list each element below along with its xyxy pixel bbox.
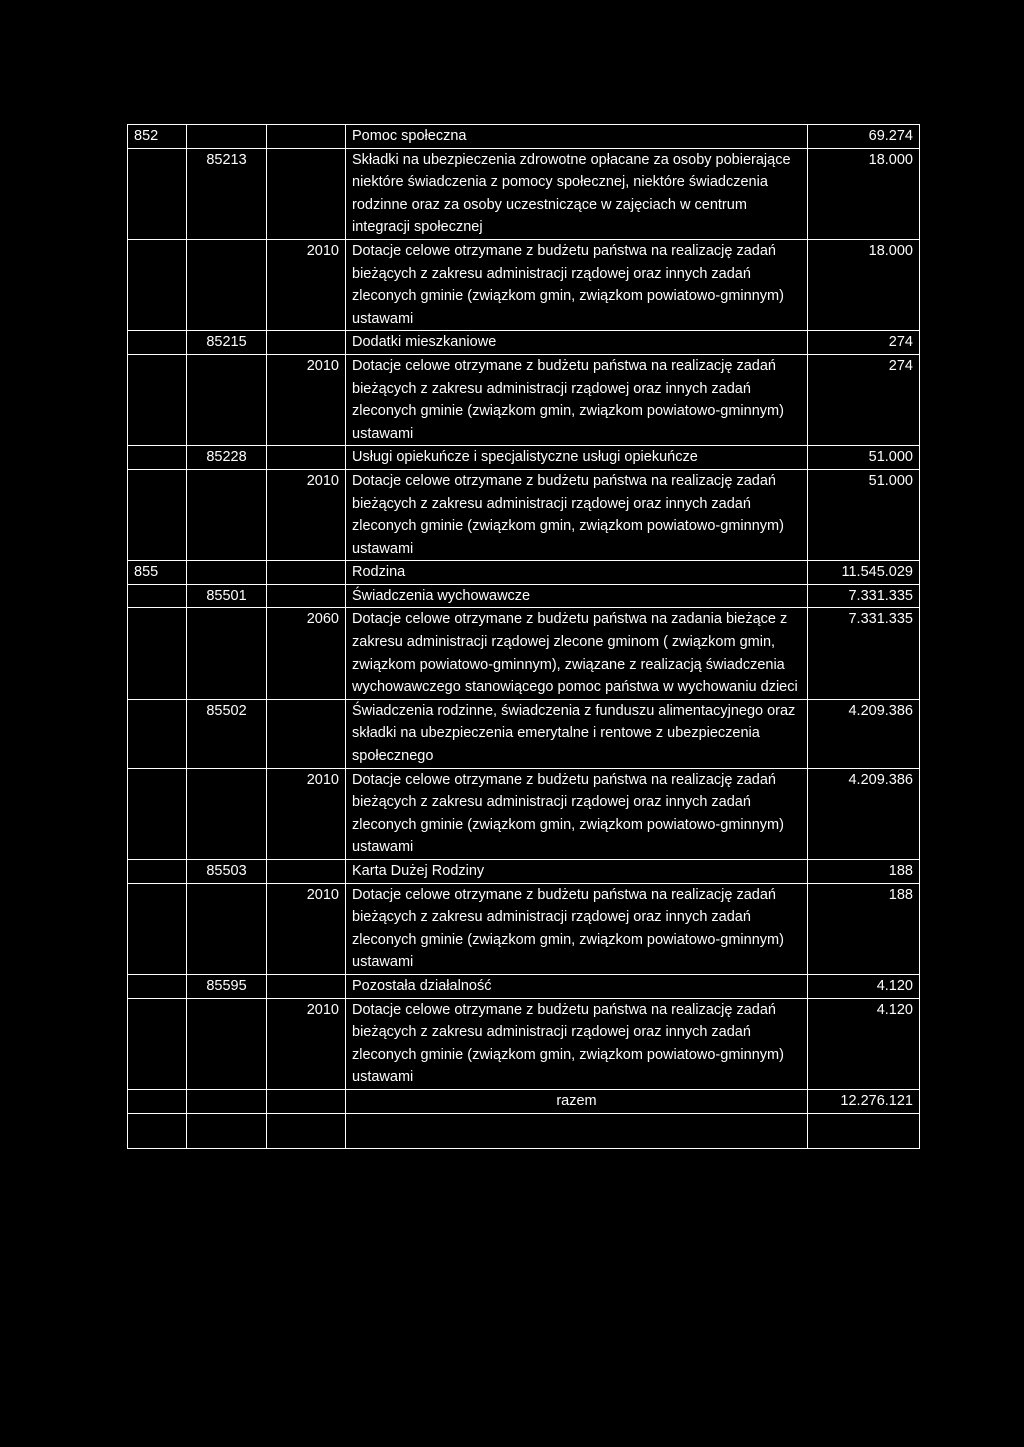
- paragraf-cell: 2010: [267, 998, 346, 1089]
- paragraf-cell: [267, 331, 346, 355]
- budget-table: [127, 124, 920, 1149]
- description-cell: Świadczenia wychowawcze: [346, 584, 808, 608]
- total-row: [128, 1089, 920, 1113]
- table-row: [128, 768, 920, 859]
- table-row: [128, 561, 920, 585]
- budget-table-footer: [128, 1089, 920, 1148]
- rozdzial-cell: [187, 608, 267, 699]
- paragraf-cell: [267, 584, 346, 608]
- table-row: [128, 148, 920, 239]
- rozdzial-cell: 85215: [187, 331, 267, 355]
- paragraf-cell: 2060: [267, 608, 346, 699]
- description-cell: Dotacje celowe otrzymane z budżetu państwa na realizację zadań bieżących z zakresu administracji rządowej oraz innych zadań zleconych gminie (związkom gmin, związkom powiatowo-gminnym) ustawami: [346, 354, 808, 445]
- amount-cell: 69.274: [808, 125, 920, 149]
- table-row: [128, 446, 920, 470]
- dzial-cell: [128, 331, 187, 355]
- rozdzial-cell: 85595: [187, 974, 267, 998]
- amount-cell: 274: [808, 354, 920, 445]
- dzial-cell: [128, 860, 187, 884]
- paragraf-cell: 2010: [267, 354, 346, 445]
- description-cell: Rodzina: [346, 561, 808, 585]
- amount-cell: 4.120: [808, 998, 920, 1089]
- description-cell: Dotacje celowe otrzymane z budżetu państwa na realizację zadań bieżących z zakresu administracji rządowej oraz innych zadań zleconych gminie (związkom gmin, związkom powiatowo-gminnym) ustawami: [346, 883, 808, 974]
- table-row: [128, 860, 920, 884]
- description-cell: Dotacje celowe otrzymane z budżetu państwa na zadania bieżące z zakresu administracji rządowej zlecone gminom ( związkom gmin, związkom powiatowo-gminnym), związane z realizacją świadczenia wychowawczego stanowiącego pomoc państwa w wychowaniu dzieci: [346, 608, 808, 699]
- dzial-cell: [128, 608, 187, 699]
- rozdzial-cell: [187, 125, 267, 149]
- table-row: [128, 331, 920, 355]
- rozdzial-cell: [187, 998, 267, 1089]
- total-rz-cell: [187, 1089, 267, 1113]
- dzial-cell: [128, 584, 187, 608]
- dzial-cell: 855: [128, 561, 187, 585]
- blank-cell: [128, 1113, 187, 1148]
- rozdzial-cell: 85213: [187, 148, 267, 239]
- amount-cell: 4.120: [808, 974, 920, 998]
- amount-cell: 188: [808, 883, 920, 974]
- dzial-cell: [128, 974, 187, 998]
- amount-cell: 4.209.386: [808, 699, 920, 768]
- dzial-cell: [128, 354, 187, 445]
- description-cell: Dotacje celowe otrzymane z budżetu państwa na realizację zadań bieżących z zakresu administracji rządowej oraz innych zadań zleconych gminie (związkom gmin, związkom powiatowo-gminnym) ustawami: [346, 998, 808, 1089]
- table-row: [128, 125, 920, 149]
- amount-cell: 18.000: [808, 148, 920, 239]
- rozdzial-cell: [187, 883, 267, 974]
- rozdzial-cell: 85228: [187, 446, 267, 470]
- table-row: [128, 354, 920, 445]
- budget-document: [127, 124, 919, 1149]
- total-amount: 12.276.121: [808, 1089, 920, 1113]
- dzial-cell: 852: [128, 125, 187, 149]
- amount-cell: 188: [808, 860, 920, 884]
- description-cell: Dodatki mieszkaniowe: [346, 331, 808, 355]
- rozdzial-cell: [187, 354, 267, 445]
- paragraf-cell: [267, 446, 346, 470]
- amount-cell: 11.545.029: [808, 561, 920, 585]
- table-row: [128, 469, 920, 560]
- amount-cell: 51.000: [808, 469, 920, 560]
- rozdzial-cell: [187, 239, 267, 330]
- dzial-cell: [128, 446, 187, 470]
- table-row: [128, 883, 920, 974]
- table-row: [128, 239, 920, 330]
- table-row: [128, 608, 920, 699]
- description-cell: Dotacje celowe otrzymane z budżetu państwa na realizację zadań bieżących z zakresu administracji rządowej oraz innych zadań zleconych gminie (związkom gmin, związkom powiatowo-gminnym) ustawami: [346, 469, 808, 560]
- paragraf-cell: 2010: [267, 768, 346, 859]
- table-row: [128, 699, 920, 768]
- description-cell: Pomoc społeczna: [346, 125, 808, 149]
- paragraf-cell: [267, 974, 346, 998]
- dzial-cell: [128, 148, 187, 239]
- dzial-cell: [128, 469, 187, 560]
- amount-cell: 51.000: [808, 446, 920, 470]
- description-cell: Składki na ubezpieczenia zdrowotne opłacane za osoby pobierające niektóre świadczenia z pomocy społecznej, niektóre świadczenia rodzinne oraz za osoby uczestniczące w zajęciach w centrum integracji społecznej: [346, 148, 808, 239]
- dzial-cell: [128, 883, 187, 974]
- description-cell: Dotacje celowe otrzymane z budżetu państwa na realizację zadań bieżących z zakresu administracji rządowej oraz innych zadań zleconych gminie (związkom gmin, związkom powiatowo-gminnym) ustawami: [346, 768, 808, 859]
- description-cell: Usługi opiekuńcze i specjalistyczne usługi opiekuńcze: [346, 446, 808, 470]
- total-dz-cell: [128, 1089, 187, 1113]
- rozdzial-cell: [187, 469, 267, 560]
- paragraf-cell: 2010: [267, 883, 346, 974]
- paragraf-cell: 2010: [267, 469, 346, 560]
- blank-cell: [346, 1113, 808, 1148]
- rozdzial-cell: 85501: [187, 584, 267, 608]
- paragraf-cell: [267, 148, 346, 239]
- paragraf-cell: [267, 699, 346, 768]
- paragraf-cell: [267, 125, 346, 149]
- rozdzial-cell: [187, 768, 267, 859]
- rozdzial-cell: 85502: [187, 699, 267, 768]
- budget-table-body: [128, 125, 920, 1090]
- amount-cell: 7.331.335: [808, 584, 920, 608]
- amount-cell: 274: [808, 331, 920, 355]
- dzial-cell: [128, 998, 187, 1089]
- blank-cell: [808, 1113, 920, 1148]
- description-cell: Karta Dużej Rodziny: [346, 860, 808, 884]
- blank-cell: [187, 1113, 267, 1148]
- total-label: razem: [346, 1089, 808, 1113]
- paragraf-cell: [267, 561, 346, 585]
- blank-cell: [267, 1113, 346, 1148]
- paragraf-cell: [267, 860, 346, 884]
- dzial-cell: [128, 239, 187, 330]
- description-cell: Świadczenia rodzinne, świadczenia z funduszu alimentacyjnego oraz składki na ubezpieczenia emerytalne i rentowe z ubezpieczenia społecznego: [346, 699, 808, 768]
- description-cell: Pozostała działalność: [346, 974, 808, 998]
- paragraf-cell: 2010: [267, 239, 346, 330]
- dzial-cell: [128, 768, 187, 859]
- table-row: [128, 974, 920, 998]
- amount-cell: 4.209.386: [808, 768, 920, 859]
- blank-row: [128, 1113, 920, 1148]
- rozdzial-cell: 85503: [187, 860, 267, 884]
- table-row: [128, 584, 920, 608]
- description-cell: Dotacje celowe otrzymane z budżetu państwa na realizację zadań bieżących z zakresu administracji rządowej oraz innych zadań zleconych gminie (związkom gmin, związkom powiatowo-gminnym) ustawami: [346, 239, 808, 330]
- amount-cell: 7.331.335: [808, 608, 920, 699]
- dzial-cell: [128, 699, 187, 768]
- rozdzial-cell: [187, 561, 267, 585]
- total-par-cell: [267, 1089, 346, 1113]
- amount-cell: 18.000: [808, 239, 920, 330]
- table-row: [128, 998, 920, 1089]
